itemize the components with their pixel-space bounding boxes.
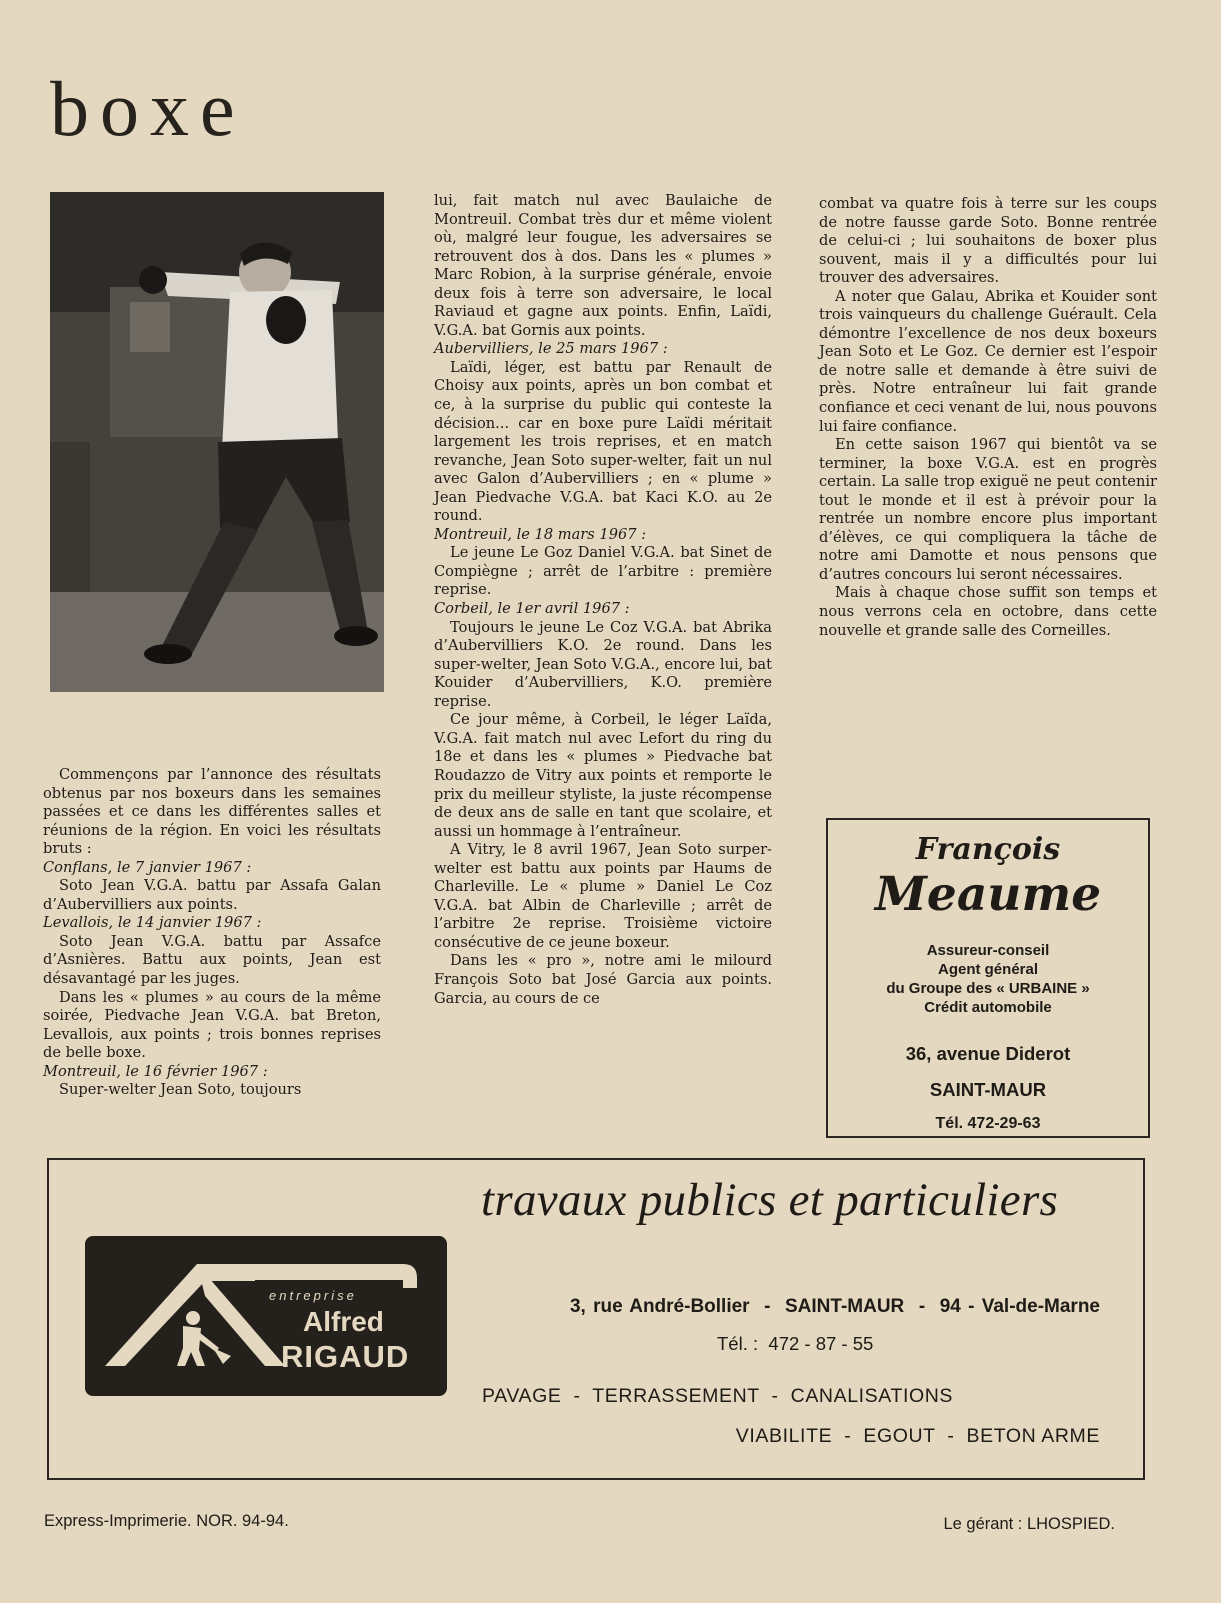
article-column-1 bbox=[43, 766, 381, 1100]
advertiser-role: Agent général bbox=[937, 961, 1039, 978]
rigaud-phone: Tél. : 472 - 87 - 55 bbox=[717, 1333, 874, 1354]
article-paragraph: En cette saison 1967 qui bientôt va se terminer, la boxe V.G.A. est en progrès certain. La salle trop exiguë ne peut contenir tout le monde et il est à prévoir pour la rentrée un nombre encore plus important d’élèves, ce qui compliquera la tâche de notre ami Damotte et nous pensons que d’autres concours lui seront nécessaires. bbox=[819, 436, 1157, 583]
article-paragraph: Mais à chaque chose suffit son temps et nous verrons cela en octobre, dans cette nouvelle et grande salle des Corneilles. bbox=[819, 584, 1157, 639]
advertiser-phone: Tél. 472-29-63 bbox=[935, 1115, 1041, 1132]
article-paragraph: Soto Jean V.G.A. battu par Assafa Galan d’Aubervilliers aux points. bbox=[43, 877, 381, 913]
article-dateline: Conflans, le 7 janvier 1967 : bbox=[43, 858, 252, 876]
article-paragraph: Laïdi, léger, est battu par Renault de Choisy aux points, après un bon combat et ce, à la surprise du public qui conteste la décision... car en boxe pure Laïdi méritait largement les trois reprises, et en match revanche, Jean Soto super-welter, fait un nul avec Galon d’Aubervilliers ; en « plume » Jean Piedvache V.G.A. bat Kaci K.O. au 2e round. bbox=[434, 358, 772, 525]
rigaud-logo bbox=[85, 1236, 447, 1396]
article-paragraph: Dans les « plumes » au cours de la même soirée, Piedvache Jean V.G.A. bat Breton, Levallois, aux points ; trois bonnes reprises de belle boxe. bbox=[43, 988, 381, 1062]
rigaud-address: 3, rue André-Bollier - SAINT-MAUR - 94 - Val-de-Marne bbox=[569, 1296, 1100, 1317]
article-paragraph: Dans les « pro », notre ami le milourd François Soto bat José Garcia aux points. Garcia, au cours de ce bbox=[434, 952, 772, 1007]
article-paragraph: Soto Jean V.G.A. battu par Assafce d’Asnières. Battu aux points, Jean est désavantagé par les juges. bbox=[43, 932, 381, 988]
rigaud-advertisement bbox=[47, 1158, 1145, 1480]
article-column-2 bbox=[434, 192, 772, 1008]
article-paragraph: Le jeune Le Goz Daniel V.G.A. bat Sinet de Compiègne ; arrêt de l’arbitre : première reprise. bbox=[434, 544, 772, 599]
advertiser-city: SAINT-MAUR bbox=[929, 1079, 1047, 1100]
article-dateline: Aubervilliers, le 25 mars 1967 : bbox=[434, 340, 668, 358]
advertiser-first-name: François bbox=[915, 832, 1061, 867]
article-paragraph: combat va quatre fois à terre sur les coups de notre fausse garde Soto. Bonne rentrée de celui-ci ; lui souhaitons de boxer plus souvent, mais il y a difficultés pour lui trouver des adversaires. bbox=[819, 195, 1157, 287]
logo-prefix: entreprise bbox=[269, 1288, 357, 1303]
advertiser-address: 36, avenue Diderot bbox=[905, 1043, 1071, 1064]
meaume-advertisement bbox=[826, 818, 1150, 1138]
article-paragraph: Commençons par l’annonce des résultats obtenus par nos boxeurs dans les semaines passées et ce dans les différentes salles et réunions de la région. En voici les résultats bruts : bbox=[43, 766, 381, 858]
page-title: boxe bbox=[50, 65, 246, 152]
article-dateline: Montreuil, le 16 février 1967 : bbox=[43, 1062, 268, 1080]
advertiser-last-name: Meaume bbox=[874, 867, 1102, 922]
article-paragraph: Toujours le jeune Le Coz V.G.A. bat Abrika d’Aubervilliers K.O. 2e round. Dans les super-welter, Jean Soto V.G.A., encore lui, bat Kouider d’Aubervilliers, K.O. première reprise. bbox=[434, 618, 772, 710]
advertiser-role: Assureur-conseil bbox=[926, 942, 1050, 959]
boxer-photo bbox=[50, 192, 384, 692]
footer-printer: Express-Imprimerie. NOR. 94-94. bbox=[44, 1512, 289, 1530]
article-paragraph: lui, fait match nul avec Baulaiche de Montreuil. Combat très dur et même violent où, malgré leur fougue, les adversaires se retrouvent dos à dos. Dans les « plumes » Marc Robion, à la surprise générale, envoie deux fois à terre son adversaire, le local Raviaud et gagne aux points. Enfin, Laïdi, V.G.A. bat Gornis aux points. bbox=[434, 192, 772, 339]
boxer-illustration bbox=[50, 192, 384, 692]
rigaud-slogan: travaux publics et particuliers bbox=[481, 1174, 1059, 1226]
article-paragraph: A noter que Galau, Abrika et Kouider sont trois vainqueurs du challenge Guérault. Cela démontre l’excellence de nos deux boxeurs Jean Soto et Le Goz. Ce dernier est l’espoir de notre salle et demande à être suivi de près. Notre entraîneur lui fait grande confiance et ceci venant de lui, nous pouvons lui faire confiance. bbox=[819, 287, 1157, 435]
article-dateline: Levallois, le 14 janvier 1967 : bbox=[43, 914, 262, 932]
article-paragraph: A Vitry, le 8 avril 1967, Jean Soto surper-welter est battu aux points par Haums de Charleville. Le « plume » Daniel Le Coz V.G.A. bat Albin de Charleville ; arrêt de l’arbitre 2e reprise. Troisième victoire consécutive de ce jeune boxeur. bbox=[434, 841, 772, 951]
logo-last-name: RIGAUD bbox=[281, 1339, 410, 1374]
article-paragraph: Super-welter Jean Soto, toujours bbox=[59, 1081, 302, 1099]
article-dateline: Montreuil, le 18 mars 1967 : bbox=[434, 525, 647, 543]
logo-first-name: Alfred bbox=[303, 1306, 384, 1337]
rigaud-services: PAVAGE - TERRASSEMENT - CANALISATIONS bbox=[482, 1385, 954, 1407]
article-paragraph: Ce jour même, à Corbeil, le léger Laïda, V.G.A. fait match nul avec Lefort du ring du 18e et dans les « plumes » Piedvache bat Roudazzo de Vitry aux points et remporte le prix du meilleur styliste, la juste récompense de deux ans de salle en tant que scolaire, et aussi un hommage à l’entraîneur. bbox=[434, 711, 772, 840]
footer-manager: Le gérant : LHOSPIED. bbox=[943, 1515, 1115, 1533]
advertiser-role: du Groupe des « URBAINE » bbox=[886, 980, 1090, 997]
article-column-3 bbox=[819, 195, 1157, 640]
article-dateline: Corbeil, le 1er avril 1967 : bbox=[434, 600, 630, 618]
rigaud-services: VIABILITE - EGOUT - BETON ARME bbox=[735, 1425, 1100, 1447]
advertiser-role: Crédit automobile bbox=[924, 999, 1052, 1016]
